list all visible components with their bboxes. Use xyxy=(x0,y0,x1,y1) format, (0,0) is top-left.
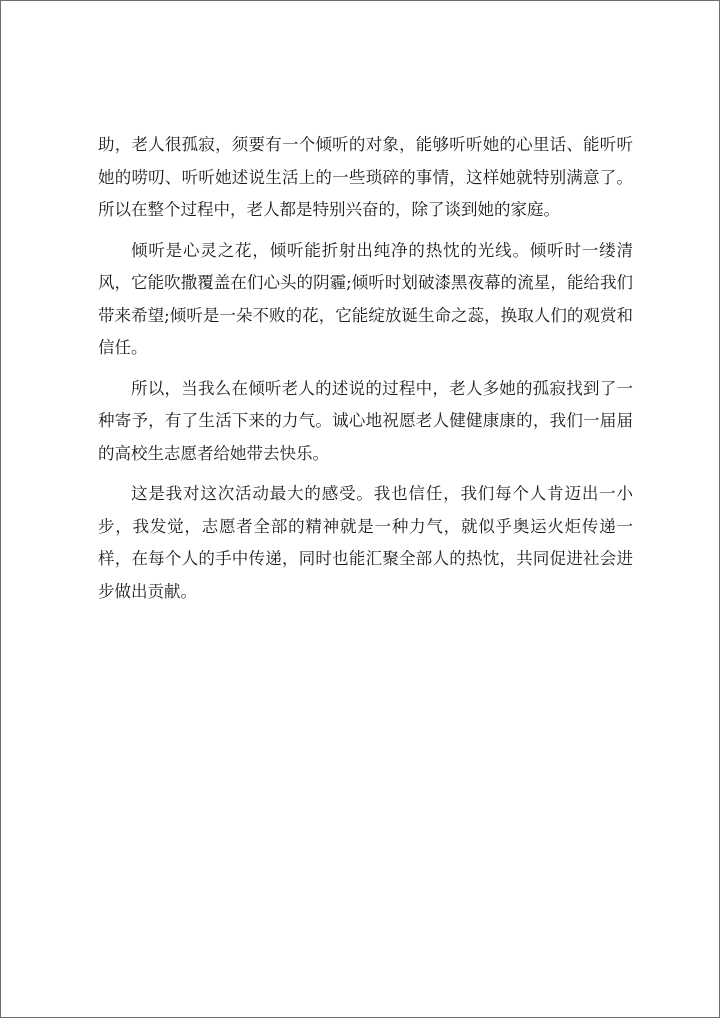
paragraph-elderly: 所以，当我么在倾听老人的述说的过程中，老人多她的孤寂找到了一种寄予，有了生活下来的力气。诚心地祝愿老人健健康康的，我们一届届的高校生志愿者给她带去快乐。 xyxy=(98,378,633,463)
paragraph-listening: 倾听是心灵之花，倾听能折射出纯净的热忱的光线。倾听时一缕清风，它能吹撒覆盖在们心头的阴霾;倾听时划破漆黑夜幕的流星，能给我们带来希望;倾听是一朵不败的花，它能绽放诞生命之蕊，换取人们的观赏和信任。 xyxy=(98,240,633,357)
paragraph-continuation: 助，老人很孤寂，须要有一个倾听的对象，能够听听她的心里话、能听听她的唠叨、听听她述说生活上的一些琐碎的事情，这样她就特别满意了。所以在整个过程中，老人都是特别兴奋的，除了谈到她的家庭。 xyxy=(98,135,633,219)
paragraph-reflection: 这是我对这次活动最大的感受。我也信任，我们每个人肯迈出一小步，我发觉，志愿者全部的精神就是一种力气，就似乎奥运火炬传递一样，在每个人的手中传递，同时也能汇聚全部人的热忱，共同促进社会进步做出贡献。 xyxy=(98,484,633,601)
document-body xyxy=(98,129,633,608)
